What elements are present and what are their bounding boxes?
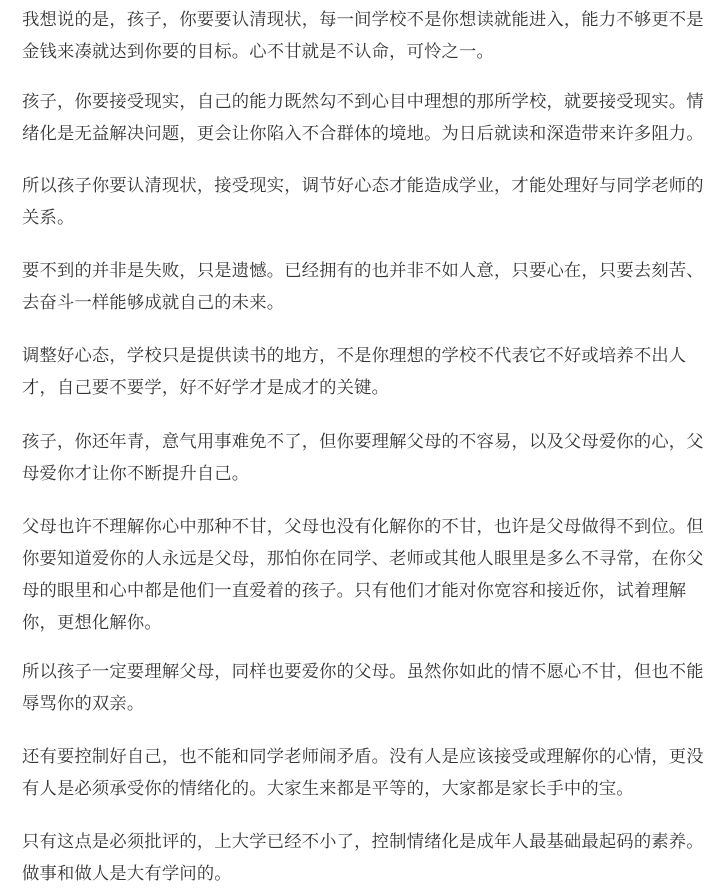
paragraph-1: 我想说的是，孩子，你要要认清现状，每一间学校不是你想读就能进入，能力不够更不是金钱来凑就达到你要的目标。心不甘就是不认命，可怜之一。 xyxy=(22,10,704,62)
paragraph-8: 所以孩子一定要理解父母，同样也要爱你的父母。虽然你如此的情不愿心不甘，但也不能辱骂你的双亲。 xyxy=(22,662,704,714)
paragraph-6: 孩子，你还年青，意气用事难免不了，但你要理解父母的不容易，以及父母爱你的心，父母爱你才让你不断提升自己。 xyxy=(22,432,704,484)
paragraph-3: 所以孩子你要认清现状，接受现实，调节好心态才能造成学业，才能处理好与同学老师的关系。 xyxy=(22,176,704,228)
paragraph-9: 还有要控制好自己，也不能和同学老师闹矛盾。没有人是应该接受或理解你的心情，更没有人是必须承受你的情绪化的。大家生来都是平等的，大家都是家长手中的宝。 xyxy=(22,747,704,799)
paragraph-10: 只有这点是必须批评的，上大学已经不小了，控制情绪化是成年人最基础最起码的素养。做事和做人是大有学问的。 xyxy=(22,832,704,884)
paragraph-7: 父母也许不理解你心中那种不甘，父母也没有化解你的不甘，也许是父母做得不到位。但你要知道爱你的人永远是父母，那怕你在同学、老师或其他人眼里是多么不寻常，在你父母的眼里和心中都是他们一直爱着的孩子。只有他们才能对你宽容和接近你，试着理解你，更想化解你。 xyxy=(22,517,704,633)
paragraph-2: 孩子，你要接受现实，自己的能力既然勾不到心目中理想的那所学校，就要接受现实。情绪化是无益解决问题，更会让你陷入不合群体的境地。为日后就读和深造带来许多阻力。 xyxy=(22,92,704,144)
paragraph-4: 要不到的并非是失败，只是遗憾。已经拥有的也并非不如人意，只要心在，只要去刻苦、去奋斗一样能够成就自己的未来。 xyxy=(22,261,704,313)
paragraph-5: 调整好心态，学校只是提供读书的地方，不是你理想的学校不代表它不好或培养不出人才，自己要不要学，好不好学才是成才的关键。 xyxy=(22,346,687,398)
